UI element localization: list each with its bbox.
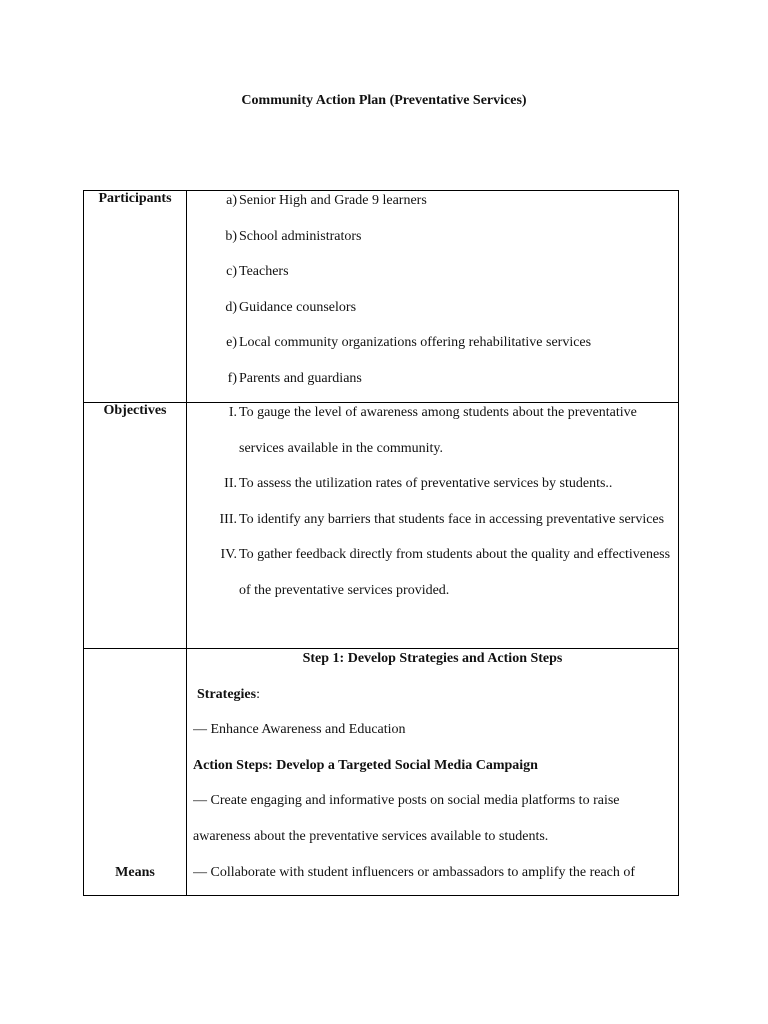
list-item: II. To assess the utilization rates of preventative services by students.. bbox=[224, 476, 613, 492]
means-row bbox=[84, 649, 679, 896]
list-item: f) Parents and guardians bbox=[227, 370, 362, 386]
action-steps-heading: Action Steps: Develop a Targeted Social Media Campaign bbox=[193, 757, 538, 773]
participants-row bbox=[84, 191, 679, 403]
list-item: e) Local community organizations offering rehabilitative services bbox=[226, 335, 592, 351]
strategy-item: — Enhance Awareness and Education bbox=[193, 722, 406, 738]
objectives-list bbox=[187, 403, 679, 649]
action-step-line: awareness about the preventative services available to students. bbox=[193, 828, 549, 844]
action-plan-table bbox=[83, 190, 679, 896]
means-content bbox=[187, 649, 679, 896]
action-step-line: — Create engaging and informative posts on social media platforms to raise bbox=[193, 793, 620, 809]
means-label: Means bbox=[84, 649, 187, 896]
strategies-heading: Strategies: bbox=[197, 686, 260, 702]
list-item: III. To identify any barriers that students face in accessing preventative services bbox=[219, 511, 665, 527]
document-title: Community Action Plan (Preventative Services) bbox=[241, 93, 527, 108]
participants-label: Participants bbox=[84, 191, 187, 403]
list-item: a) Senior High and Grade 9 learners bbox=[226, 193, 427, 208]
list-item: IV. To gather feedback directly from students about the quality and effectiveness of the preventative services provided. bbox=[220, 547, 671, 598]
objectives-row bbox=[84, 403, 679, 649]
list-item: d) Guidance counselors bbox=[225, 299, 357, 315]
action-step-line: — Collaborate with student influencers or ambassadors to amplify the reach of bbox=[193, 864, 636, 880]
list-item: I. To gauge the level of awareness among students about the preventative services available in the community. bbox=[228, 405, 637, 456]
step-title: Step 1: Develop Strategies and Action Steps bbox=[302, 651, 563, 666]
participants-list bbox=[187, 191, 679, 403]
objectives-label: Objectives bbox=[84, 403, 187, 649]
list-item: c) Teachers bbox=[226, 264, 289, 280]
list-item: b) School administrators bbox=[225, 228, 362, 244]
